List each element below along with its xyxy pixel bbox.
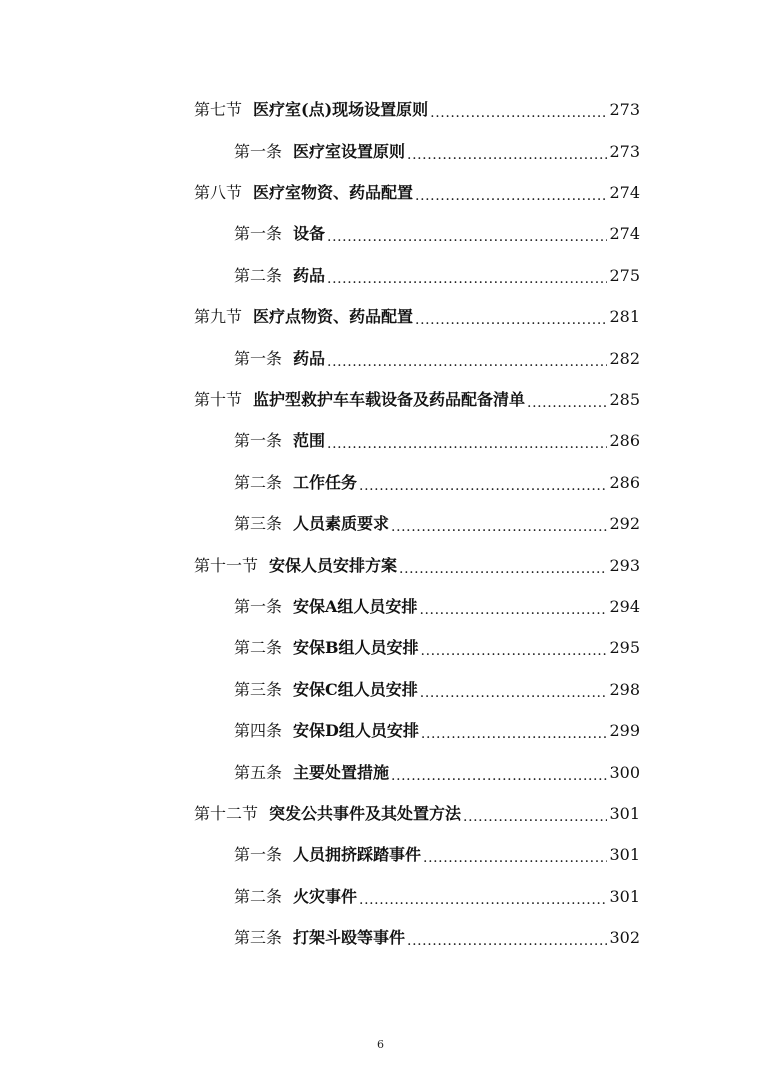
toc-entry-page: 302 (609, 928, 640, 947)
toc-leader-dots (527, 385, 607, 415)
toc-entry[interactable] (194, 178, 640, 208)
toc-leader-dots (327, 261, 607, 291)
toc-leader-dots (407, 923, 607, 953)
toc-entry-title: 设备 (293, 224, 326, 243)
toc-entry-title: 药品 (293, 266, 326, 285)
toc-entry-number: 第一条 (234, 349, 283, 368)
toc-entry-page: 275 (609, 266, 640, 285)
toc-entry[interactable] (234, 426, 640, 456)
toc-entry-title: 安保D组人员安排 (293, 721, 419, 740)
toc-leader-dots (327, 344, 607, 374)
toc-entry-number: 第八节 (194, 183, 243, 202)
toc-entry-number: 第十一节 (194, 556, 259, 575)
toc-leader-dots (327, 426, 607, 456)
toc-entry-page: 301 (609, 845, 640, 864)
toc-leader-dots (415, 302, 607, 332)
toc-leader-dots (399, 551, 607, 581)
toc-entry-title: 医疗室设置原则 (293, 142, 406, 161)
toc-entry-page: 300 (609, 763, 640, 782)
toc-entry-page: 286 (609, 431, 640, 450)
toc-entry[interactable] (234, 344, 640, 374)
toc-entry-title: 医疗室(点)现场设置原则 (253, 100, 429, 119)
toc-leader-dots (327, 219, 607, 249)
toc-entry-title: 火灾事件 (293, 887, 358, 906)
toc-leader-dots (421, 633, 608, 663)
toc-entry-number: 第二条 (234, 266, 283, 285)
toc-entry-title: 安保A组人员安排 (293, 597, 418, 616)
toc-entry-page: 273 (609, 100, 640, 119)
toc-entry-page: 292 (609, 514, 640, 533)
toc-leader-dots (419, 592, 607, 622)
page-number: 6 (377, 1038, 384, 1051)
toc-entry-title: 人员拥挤踩踏事件 (293, 845, 422, 864)
toc-entry-title: 安保人员安排方案 (269, 556, 398, 575)
toc-leader-dots (359, 468, 607, 498)
toc-leader-dots (423, 840, 607, 870)
toc-leader-dots (391, 758, 607, 788)
toc-entry[interactable] (194, 551, 640, 581)
toc-entry-title: 主要处置措施 (293, 763, 390, 782)
toc-entry-title: 范围 (293, 431, 326, 450)
toc-entry-number: 第二条 (234, 887, 283, 906)
toc-leader-dots (463, 799, 607, 829)
toc-entry-number: 第三条 (234, 680, 283, 699)
toc-entry-number: 第一条 (234, 142, 283, 161)
toc-entry[interactable] (234, 758, 640, 788)
toc-entry[interactable] (234, 219, 640, 249)
toc-entry-number: 第十节 (194, 390, 243, 409)
toc-entry-title: 安保C组人员安排 (293, 680, 418, 699)
toc-entry[interactable] (194, 385, 640, 415)
toc-entry-page: 281 (609, 307, 640, 326)
toc-entry[interactable] (234, 592, 640, 622)
toc-entry-number: 第二条 (234, 473, 283, 492)
toc-entry-number: 第三条 (234, 514, 283, 533)
toc-entry-number: 第一条 (234, 431, 283, 450)
toc-entry-number: 第二条 (234, 638, 283, 657)
toc-entry[interactable] (234, 137, 640, 167)
toc-entry[interactable] (234, 261, 640, 291)
toc-entry[interactable] (234, 882, 640, 912)
toc-entry-page: 295 (609, 638, 640, 657)
toc-entry-title: 安保B组人员安排 (293, 638, 419, 657)
toc-entry-number: 第七节 (194, 100, 243, 119)
toc-entry-page: 294 (609, 597, 640, 616)
toc-entry-page: 293 (609, 556, 640, 575)
toc-entry[interactable] (234, 468, 640, 498)
toc-entry[interactable] (234, 633, 640, 663)
toc-entry[interactable] (234, 509, 640, 539)
toc-entry-number: 第十二节 (194, 804, 259, 823)
toc-entry-number: 第五条 (234, 763, 283, 782)
toc-entry-page: 273 (609, 142, 640, 161)
toc-entry[interactable] (234, 840, 640, 870)
toc-entry-title: 医疗室物资、药品配置 (253, 183, 414, 202)
toc-entry-title: 突发公共事件及其处置方法 (269, 804, 462, 823)
toc-leader-dots (359, 882, 607, 912)
toc-leader-dots (415, 178, 607, 208)
toc-entry-number: 第三条 (234, 928, 283, 947)
toc-leader-dots (407, 137, 607, 167)
toc-entry-page: 301 (609, 804, 640, 823)
toc-entry[interactable] (194, 302, 640, 332)
toc-entry-page: 285 (609, 390, 640, 409)
toc-entry[interactable] (234, 675, 640, 705)
toc-leader-dots (420, 675, 608, 705)
toc-entry-title: 药品 (293, 349, 326, 368)
toc-entry-title: 打架斗殴等事件 (293, 928, 406, 947)
toc-entry[interactable] (194, 95, 640, 125)
toc-entry-number: 第一条 (234, 224, 283, 243)
toc-entry-title: 人员素质要求 (293, 514, 390, 533)
toc-leader-dots (391, 509, 607, 539)
toc-entry[interactable] (234, 716, 640, 746)
toc-entry-page: 299 (609, 721, 640, 740)
toc-entry-number: 第九节 (194, 307, 243, 326)
toc-entry-page: 286 (609, 473, 640, 492)
toc-entry-page: 298 (609, 680, 640, 699)
toc-entry-page: 301 (609, 887, 640, 906)
toc-entry-page: 274 (609, 224, 640, 243)
toc-entry-number: 第一条 (234, 597, 283, 616)
toc-entry-number: 第一条 (234, 845, 283, 864)
toc-leader-dots (421, 716, 608, 746)
toc-entry-title: 监护型救护车车载设备及药品配备清单 (253, 390, 526, 409)
toc-entry-page: 274 (609, 183, 640, 202)
toc-leader-dots (430, 95, 607, 125)
toc-entry-number: 第四条 (234, 721, 283, 740)
toc-entry[interactable] (194, 799, 640, 829)
toc-entry-title: 医疗点物资、药品配置 (253, 307, 414, 326)
toc-entry-page: 282 (609, 349, 640, 368)
toc-entry-title: 工作任务 (293, 473, 358, 492)
toc-entry[interactable] (234, 923, 640, 953)
